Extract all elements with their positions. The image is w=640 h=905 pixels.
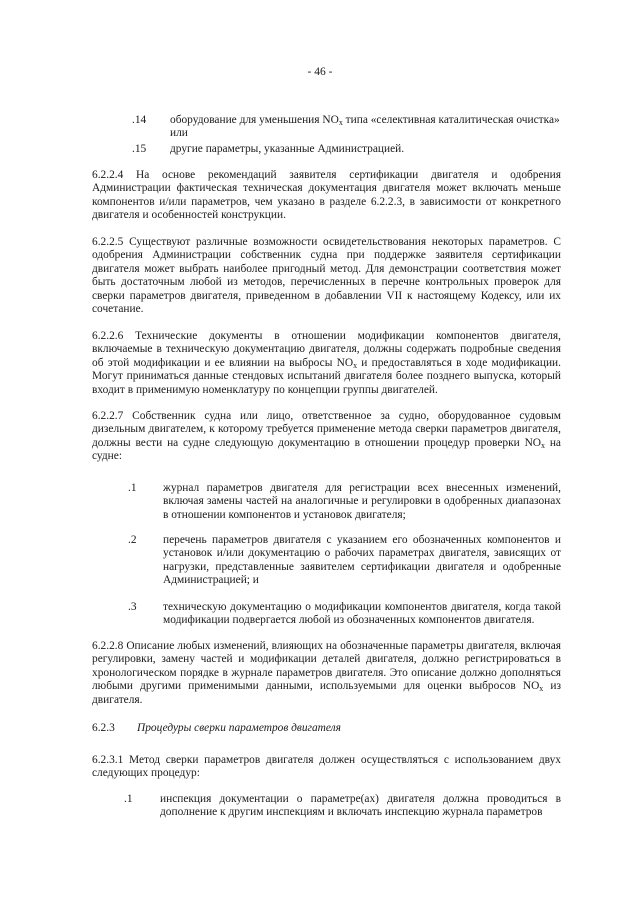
list-item-number: .14 [132,114,147,126]
section-number: 6.2.3 [92,722,115,734]
paragraph-6-2-2-7: 6.2.2.7 Собственник судна или лицо, ответственное за судно, оборудованное судовым дизельным двигателем, к которому требуется применение метода сверки параметров двигателя, должны вести на судне следующую документацию в отношении процедур проверки $NO_x$ на судне: [92,410,561,463]
list-item-text: оборудование для уменьшения $NO_x$ типа «селективная каталитическая очистка» [170,114,560,127]
list-item-text: другие параметры, указанные Администрацией. [170,143,405,155]
list-item-number: .1 [124,793,133,805]
paragraph-6-2-3-1: 6.2.3.1 Метод сверки параметров двигателя должен осуществляться с использованием двух следующих процедур: [92,754,561,780]
paragraph-6-2-2-8: 6.2.2.8 Описание любых изменений, влияющих на обозначенные параметры двигателя, включая регулировки, замену частей и модификации деталей двигателя, должно регистрироваться в хронологическом порядке в журнале параметров двигателя. Это описание должно дополняться любыми другими применимыми данными, используемыми для оценки выбросов $NO_x$ из двигателя. [92,640,561,706]
list-item-number: .3 [128,601,137,613]
paragraph-6-2-2-5: 6.2.2.5 Существуют различные возможности освидетельствования некоторых параметров. С одобрения Администрации собственник судна при поддержке заявителя сертификации двигателя может выбрать наиболее пригодный метод. Для демонстрации соответствия может быть достаточным любой из методов, перечисленных в перечне контрольных проверок для сверки параметров двигателя, приведенном в добавлении VII к настоящему Кодексу, или их сочетание. [92,236,561,316]
list-item-text: техническую документацию о модификации компонентов двигателя, когда такой модификации подвергается любой из обозначенных компонентов двигателя. [163,601,561,627]
paragraph-6-2-2-6: 6.2.2.6 Технические документы в отношении модификации компонентов двигателя, включаемые в техническую документацию двигателя, должны содержать подробные сведения об этой модификации и ее влиянии на выбросы $NO_x$ и предоставляться в ходе модификации. Могут приниматься данные стендовых испытаний двигателя более позднего выпуска, который входит в применимую номенклатуру по концепции группы двигателей. [92,330,561,396]
list-item-continuation: или [170,127,188,139]
list-item-text: инспекция документации о параметре(ах) двигателя должна проводиться в дополнение к другим инспекциям и включать инспекцию журнала параметров [160,793,561,819]
list-item-number: .1 [128,482,137,494]
list-item-text: перечень параметров двигателя с указанием его обозначенных компонентов и установок и/или документацию о рабочих параметрах двигателя, зависящих от нагрузки, представленные заявителем сертификации двигателя и одобренные Администрацией; и [163,534,561,587]
list-item-text: журнал параметров двигателя для регистрации всех внесенных изменений, включая замены частей на аналогичные и регулировки в одобренных диапазонах в отношении компонентов и установок двигателя; [163,482,561,521]
list-item-number: .2 [128,534,137,546]
page-number: - 46 - [307,66,333,78]
paragraph-6-2-2-4: 6.2.2.4 На основе рекомендаций заявителя сертификации двигателя и одобрения Администрации фактическая техническая документация двигателя может включать меньше компонентов и/или параметров, чем указано в разделе 6.2.2.3, в зависимости от конкретного двигателя и особенностей конструкции. [92,169,561,222]
section-heading: Процедуры сверки параметров двигателя [137,722,341,734]
list-item-number: .15 [132,143,147,155]
